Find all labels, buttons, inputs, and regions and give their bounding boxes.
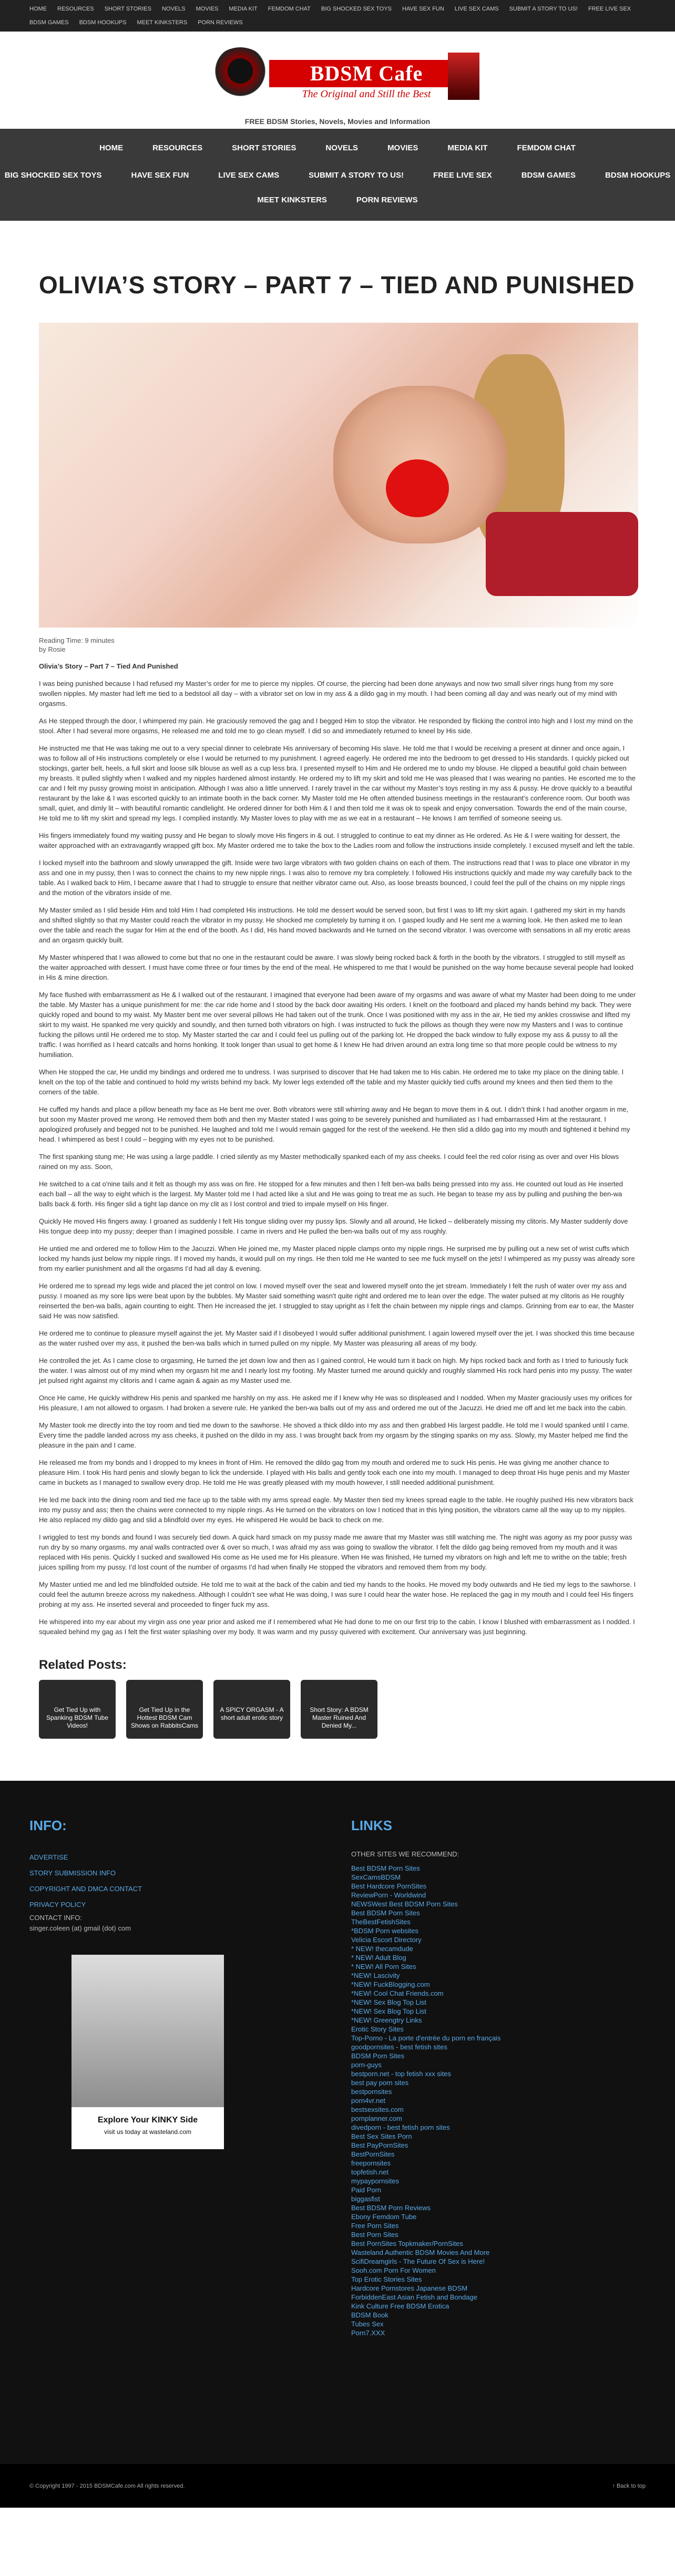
related-post-card[interactable]: A SPICY ORGASM - A short adult erotic story	[213, 1680, 290, 1739]
nav-item[interactable]: MEET KINKSTERS	[257, 195, 327, 204]
partner-link[interactable]: Erotic Story Sites	[351, 2025, 404, 2033]
nav-item[interactable]: PORN REVIEWS	[356, 195, 418, 204]
nav-item[interactable]: HOME	[99, 143, 124, 152]
partner-link[interactable]: goodpornsites - best fetish sites	[351, 2043, 447, 2051]
partner-link[interactable]: Ebony Femdom Tube	[351, 2213, 417, 2221]
nav-item[interactable]: BIG SHOCKED SEX TOYS	[4, 170, 102, 180]
partner-link[interactable]: BDSM Book	[351, 2311, 388, 2319]
related-post-card[interactable]: Short Story: A BDSM Master Ruined And Denied My...	[301, 1680, 377, 1739]
partner-link[interactable]: *NEW! Lascivity	[351, 1972, 400, 1979]
partner-link[interactable]: best pay porn sites	[351, 2079, 409, 2087]
partner-link[interactable]: mypaypornsites	[351, 2177, 400, 2185]
partner-link[interactable]: SexCamsBDSM	[351, 1873, 401, 1881]
ad-banner[interactable]	[71, 1955, 224, 2149]
site-header	[0, 32, 675, 129]
hero-image	[39, 323, 638, 628]
back-to-top-link[interactable]: ↑ Back to top	[612, 2482, 646, 2489]
partner-link[interactable]: Kink Culture Free BDSM Erotica	[351, 2302, 449, 2310]
partner-link[interactable]: Top Erotic Stories Sites	[351, 2275, 422, 2283]
main-nav	[0, 129, 675, 221]
info-link[interactable]: ADVERTISE	[29, 1853, 68, 1861]
topbar-link[interactable]: FREE LIVE SEX	[588, 6, 631, 12]
partner-link[interactable]: Best PornSites Topkmaker/PornSites	[351, 2240, 463, 2247]
nav-item[interactable]: MOVIES	[387, 143, 418, 152]
topbar-link[interactable]: MOVIES	[196, 6, 219, 12]
paragraph: I wriggled to test my bonds and found I was securely tied down. A quick hard smack on my pussy made me aware that my Master was still watching me. The night was agony as my poor pussy was run dry by so many orgasms. my anal walls contracted over & over so much, I was afraid my ass was going to swallow the vibrator. I felt the dildo gag being removed from my mouth and it was replaced with His penis. Quickly I sucked and swallowed His come as He used me for His pleasure. When He was finished, He turned my vibrators on high and left me to writhe on the table; fresh juices spilling from my pussy. I’d lost count of the number of orgasms I’d had when finally He stopped the vibrators and removed them from my body.	[39, 1533, 632, 1571]
paragraph: He ordered me to spread my legs wide and placed the jet control on low. I moved myself over the seat and lowered myself onto the jet stream. Immediately I felt the rush of water over my ass and pussy. I moaned as my sore lips were beat upon by the bubbles. My Master said something wasn't quite right and ordered me to lean over the edge. The water pulsed at my clitoris as He roughly reinserted the ben-wa balls, again counting to eight. Then He increased the jet. I struggled to stay upright as I felt the chain between my nipple rings and clamps. Grinning from ear to ear, the Master said He was now satisfied.	[39, 1282, 635, 1320]
links-intro: OTHER SITES WE RECOMMEND:	[351, 1850, 459, 1858]
topbar-link[interactable]: NOVELS	[161, 6, 186, 12]
paragraph: He released me from my bonds and I dropped to my knees in front of Him. He removed the dildo gag from my mouth and ordered me to suck His penis. He was giving me another chance to pleasure Him. I took His hard penis and slowly began to lick the underside. I played with His balls and gently took each one into my mouth. I managed to deep throat His huge penis and my Master came in buckets as I managed to swallow every drop. He told me He was greatly pleased with my mouth however, I still needed additional punishment.	[39, 1459, 630, 1486]
partner-link[interactable]: ReviewPorn - Worldwind	[351, 1891, 426, 1899]
partner-link[interactable]: bestsexsites.com	[351, 2106, 404, 2113]
paragraph: My face flushed with embarrassment as He & I walked out of the restaurant. I imagined that everyone had been aware of my orgasms and was aware of what my Master had been doing to me under the table. My Master has a unique punishment for me: the car ride home and I stood by the back door awaiting His orders. I knelt on the footboard and placed my hands behind my back. They were quickly roped and bound to my waist. My Master bent me over several pillows He had taken out of the trunk. Once I was positioned with my ass in the air, He tied my ankles crosswise and lifted my skirt to my waist. He spanked me very quickly and soundly, and then turned both vibrators on high. I was instructed to fuck the pillows as though they were now my Masters and I was to continue fucking the pillows until He ordered me to stop. My Master started the car and I could feel us pulling out of the parking lot. He dropped the back window to fully expose my ass & pussy to all the traffic. I was horrified as I heard catcalls and horns honking. It took longer than usual to get home & I knew He had driven around an extra long time so that more people could be witness to my humiliation.	[39, 991, 636, 1059]
hero-pillow	[486, 512, 638, 596]
partner-link[interactable]: Best BDSM Porn Sites	[351, 1909, 420, 1917]
topbar-link[interactable]: BDSM HOOKUPS	[79, 19, 127, 26]
partner-link[interactable]: Hardcore Pornstores Japanese BDSM	[351, 2284, 468, 2292]
paragraph: He ordered me to continue to pleasure myself against the jet. My Master said if I disobeyed I would suffer additional punishment. I again lowered myself over the jet. I was shocked this time because as the water rushed over my ass, it pushed the ben-wa balls which in turned pulled on my nipple. My Master was pleasuring all areas of my body.	[39, 1329, 635, 1347]
paragraph: He cuffed my hands and place a pillow beneath my face as He bent me over. Both vibrators were still whirring away and He began to move them in & out. I didn’t think I had another orgasm in me, but soon my Master proved me wrong. He removed them both and then my Master stated I was going to be severely punished and humiliated as I had embarrassed Him at the restaurant. I apologized profusely and begged not to be punished. He laughed and told me I would remain gagged for the rest of the weekend. He then slid a dildo gag into my mouth and tightened it behind my head. I whimpered as best I could – begging with my eyes not to be punished.	[39, 1105, 630, 1143]
topbar-link[interactable]: MEDIA KIT	[229, 6, 258, 12]
nav-item[interactable]: FREE LIVE SEX	[433, 170, 492, 180]
hero-gag	[386, 459, 449, 517]
logo-image	[211, 47, 269, 100]
partner-link[interactable]: *NEW! Sex Blog Top List	[351, 1998, 426, 2006]
paragraph: He led me back into the dining room and tied me face up to the table with my arms spread eagle. My Master then tied my knees spread eagle to the table. He roughly pushed His new vibrators back into my pussy and ass; then the chains were connected to my nipple rings. As He turned on the vibrators on low I noticed that in this lying position, the vibrators came all the way up to my nipples. He also replaced my dildo gag and slid a blindfold over my eyes. He whispered He would be back to check on me.	[39, 1496, 633, 1524]
partner-link[interactable]: freepornsites	[351, 2159, 391, 2167]
footer	[0, 1781, 675, 2464]
partner-link[interactable]: pornplanner.com	[351, 2115, 402, 2122]
partner-link[interactable]: Best BDSM Porn Sites	[351, 1864, 420, 1872]
paragraph: He untied me and ordered me to follow Him to the Jacuzzi. When He joined me, my Master placed nipple clamps onto my nipple rings. He surprised me by pulling out a new set of wrist cuffs which locked my hands just below my nipple rings. If I moved my hands, it would pull on my rings. He then told me He wanted to see me fuck myself on the jets! I whimpered as my pussy was already sore from my earlier punishment and all the orgasms I’d had all day & evening.	[39, 1245, 635, 1272]
paragraph: The first spanking stung me; He was using a large paddle. I cried silently as my Master methodically spanked each of my ass cheeks. I could feel the red color rising as over and over His blows rained on my ass. Soon,	[39, 1153, 619, 1171]
paragraph: As He stepped through the door, I whimpered my pain. He graciously removed the gag and I begged Him to stop the vibrator. He responded by flicking the control into high and I lost my mind on the stool. After I had several more orgasms, He released me and told me to go clean myself. I did so and immediately returned to kneel by His side.	[39, 717, 633, 735]
paragraph: My Master untied me and led me blindfolded outside. He told me to wait at the back of the cabin and tied my hands to the hooks. He moved my body outwards and He tied my legs to the sawhorse. I could feel the autumn breeze across my nakedness. Although I couldn’t see what He was doing, I was sure I could hear the water hose. He replaced the gag in my mouth and I could feel His fingers probing at my ass. He inserted several and proceeded to finger fuck my ass.	[39, 1581, 636, 1608]
topbar-link[interactable]: BIG SHOCKED SEX TOYS	[321, 6, 392, 12]
brand-name: BDSM Cafe	[269, 60, 464, 87]
copyright: © Copyright 1997 - 2015 BDSMCafe.com All rights reserved.	[29, 2482, 185, 2489]
topbar-link[interactable]: HOME	[29, 6, 47, 12]
paragraph: Quickly He moved His fingers away. I groaned as suddenly I felt His tongue sliding over my pussy lips. Slowly and all around, He licked – deliberately missing my clitoris. My Master suddenly dove His tongue deep into my pussy; deeper than I imagined possible. I came in rivers and He pulled the ben-wa balls out of my ass roughly.	[39, 1217, 628, 1235]
ad-url: visit us today at wasteland.com	[104, 2128, 192, 2136]
topbar-link[interactable]: RESOURCES	[57, 6, 94, 12]
brand-tagline: The Original and Still the Best	[302, 88, 431, 100]
nav-item[interactable]: SUBMIT A STORY TO US!	[309, 170, 404, 180]
partner-link[interactable]: Top-Porno - La porte d'entrée du porn en français	[351, 2034, 501, 2042]
partner-link[interactable]: *NEW! Greengtry Links	[351, 2016, 422, 2024]
nav-item[interactable]: RESOURCES	[152, 143, 203, 152]
topbar-link[interactable]: SHORT STORIES	[104, 6, 151, 12]
paragraph: My Master whispered that I was allowed to come but that no one in the restaurant could be aware. I was slowly being rocked back & forth in the booth by the vibrators. I struggled to still myself as the waiter approached with dessert. I must have come three or four times by the end of the meal. He whispered to me that I would be punished on the way home because several people had looked in His & mine direction.	[39, 953, 633, 981]
topbar-link[interactable]: HAVE SEX FUN	[402, 6, 444, 12]
site-logo[interactable]	[190, 47, 485, 110]
related-post-card[interactable]: Get Tied Up in the Hottest BDSM Cam Shows on RabbitsCams	[126, 1680, 203, 1739]
partner-link[interactable]: topfetish.net	[351, 2168, 388, 2176]
partner-link[interactable]: * NEW! Adult Blog	[351, 1954, 406, 1962]
topbar-link[interactable]: FEMDOM CHAT	[268, 6, 311, 12]
nav-item[interactable]: NOVELS	[325, 143, 359, 152]
partner-link[interactable]: ScifiDreamgirls - The Future Of Sex is Here!	[351, 2257, 485, 2265]
paragraph: My Master took me directly into the toy room and tied me down to the sawhorse. He shoved a thick dildo into my ass and then grabbed His largest paddle. He told me I would spanked until I came. Every time the paddle landed across my ass cheeks, it pushed on the dildo in my ass. I was brought back from my orgasm by the stinging spanks on my ass. Slowly, my Master helped me find the pleasure in the pain and I came.	[39, 1421, 629, 1449]
paragraph: I locked myself into the bathroom and slowly unwrapped the gift. Inside were two large vibrators with two golden chains on each of them. The instructions read that I was to place one vibrator in my ass and one in my pussy, then I was to connect the chains to my new nipple rings. I was also to remove my bra completely. I followed His instructions quickly and made my way carefully back to the table. As I walked back to Him, I became aware that I had to struggle to ensure that neither vibrator came out. Also, as loose breasts bounced, I could feel the pull of the chains on my nipple rings and the motion of the vibrators inside of me.	[39, 859, 632, 897]
copyright-bar	[0, 2464, 675, 2508]
topbar-link[interactable]: PORN REVIEWS	[198, 19, 243, 26]
partner-link[interactable]: * NEW! All Porn Sites	[351, 1963, 416, 1971]
partner-link[interactable]: NEWSWest Best BDSM Porn Sites	[351, 1900, 458, 1908]
partner-link[interactable]: Free Porn Sites	[351, 2222, 399, 2230]
nav-item[interactable]: BDSM HOOKUPS	[605, 170, 671, 180]
partner-link[interactable]: Best BDSM Porn Reviews	[351, 2204, 431, 2212]
partner-link[interactable]: Tubes Sex	[351, 2320, 384, 2328]
nav-item[interactable]: BDSM GAMES	[521, 170, 576, 180]
partner-link[interactable]: Wasteland Authentic BDSM Movies And More	[351, 2249, 490, 2256]
post-subtitle: Olivia’s Story – Part 7 – Tied And Punished	[39, 662, 178, 670]
partner-link[interactable]: divedporn - best fetish porn sites	[351, 2123, 450, 2131]
info-link[interactable]: COPYRIGHT AND DMCA CONTACT	[29, 1885, 142, 1893]
topbar-link[interactable]: BDSM GAMES	[29, 19, 69, 26]
partner-link[interactable]: ForbiddenEast Asian Fetish and Bondage	[351, 2293, 477, 2301]
related-post-card[interactable]: Get Tied Up with Spanking BDSM Tube Videos!	[39, 1680, 116, 1739]
author: by Rosie	[39, 645, 66, 653]
partner-link[interactable]: *NEW! Cool Chat Friends.com	[351, 1989, 444, 1997]
paragraph: He controlled the jet. As I came close to orgasming, He turned the jet down low and then as I gained control, He would turn it back on high. My hips rocked back and forth as I tried to furiously fuck the water. I was almost out of my mind when my orgasm hit me and I nearly lost my footing. My Master turned me around quickly and roughly slammed His rock hard penis into my pussy. The water jet pulsed right against my clitoris and I came again & again as my Master used me.	[39, 1357, 632, 1384]
partner-link[interactable]: Paid Porn	[351, 2186, 382, 2194]
nav-item[interactable]: MEDIA KIT	[447, 143, 488, 152]
nav-item[interactable]: FEMDOM CHAT	[517, 143, 576, 152]
related-heading: Related Posts:	[39, 1658, 127, 1672]
paragraph: His fingers immediately found my waiting pussy and He began to slowly move His fingers in & out. I struggled to continue to eat my dinner as He ordered. As He & I were waiting for dessert, the waiter approached with an extravagantly wrapped gift box. My Master ordered me to take the box to the Ladies room and follow the instructions inside completely. I excused myself and left the table.	[39, 832, 635, 849]
nav-item[interactable]: LIVE SEX CAMS	[218, 170, 280, 180]
paragraph: I was being punished because I had refused my Master’s order for me to pierce my nipples. Of course, the piercing had been done anyways and now two small silver rings hung from my sore swollen nipples. My master had left me tied to a bedstool all day – with a vibrator set on low in my ass & a dildo gag in my mouth. I had been coming all day and was nearly out of my mind with orgasms.	[39, 680, 617, 707]
partner-link[interactable]: * NEW! thecamdude	[351, 1945, 413, 1953]
partner-link[interactable]: BDSM Porn Sites	[351, 2052, 405, 2060]
paragraph: When He stopped the car, He undid my bindings and ordered me to undress. I was surprised to discover that He had taken me to His cabin. He ordered me to take my place on the dining table. I knelt on the top of the table and continued to hold my wrists behind my back. My lower legs extended off the table and my Master quickly tied cuffs around my knees and then tied them to the corners of the table.	[39, 1068, 624, 1096]
contact-email: singer.coleen (at) gmail (dot) com	[29, 1924, 131, 1932]
reading-time: Reading Time: 9 minutes	[39, 637, 115, 644]
logo-image-right	[448, 53, 479, 100]
partner-link[interactable]: porn-guys	[351, 2061, 382, 2069]
partner-link[interactable]: Porn7.XXX	[351, 2329, 385, 2337]
paragraph: He instructed me that He was taking me out to a very special dinner to celebrate His anniversary of becoming His slave. He told me that I would be receiving a present at dinner and once again, I was to follow all of His instructions completely or else I would be returned to my punishment. I agreed eagerly. He ordered me into the bedroom to get dressed to His standards. I quickly picked out stockings, garter belt, heels, a full skirt and loose silk blouse as well as a cup less bra. I presented myself to Him and He ordered me to undo my blouse. He clipped a beautiful gold chain between my breasts. It pulled slightly when I walked and my nipples hardened almost instantly. He ordered my to lift my skirt and told me He was pleased that I was wearing no panties. He escorted me to the car and I felt my pussy growing moist in anticipation. Although I was also a little unnerved. I rarely travel in the car without my Master’s toys resting in my ass & pussy. He drove quickly to a beautiful restaurant by the lake & I was escorted quickly to an intimate booth in the back corner. My Master told me He often attended business meetings in the restaurant’s conference room. Our booth was small, quiet, and dimly lit – with beautiful romantic candlelight. He ordered dinner for both Him & I and then told me it was ok to speak and enjoy conversation. Towards the end of the main course, He told me to lift my skirt and spread my legs. I complied instantly. My Master loves to play with me as we eat in a restaurant – He knows I am terrified of someone seeing us.	[39, 744, 636, 822]
partner-link[interactable]: *NEW! FuckBlogging.com	[351, 1980, 430, 1988]
partner-link[interactable]: Sooh.com Porn For Women	[351, 2266, 436, 2274]
partner-link[interactable]: Best PayPornSites	[351, 2141, 408, 2149]
partner-link[interactable]: Velicia Escort Directory	[351, 1936, 422, 1944]
partner-link[interactable]: bestpornsites	[351, 2088, 392, 2096]
info-link[interactable]: STORY SUBMISSION INFO	[29, 1869, 116, 1877]
paragraph: He switched to a cat o'nine tails and it felt as though my ass was on fire. He stopped for a few minutes and then I felt ben-wa balls being pressed into my ass. He counted out loud as He inserted each ball – all the way to eight which is the largest. My Master told me I had acted like a slut and He was going to treat me as such. He began to tease my ass by pulling and pushing the ben-wa balls back & forth. His finger slid a tight lap dance on my clit as I lost control and tried to impale myself on His finger.	[39, 1180, 623, 1208]
nav-item[interactable]: HAVE SEX FUN	[131, 170, 189, 180]
partner-link[interactable]: *BDSM Porn websites	[351, 1927, 418, 1935]
ad-caption: Explore Your KINKY Side	[97, 2116, 198, 2125]
topbar-link[interactable]: MEET KINKSTERS	[137, 19, 188, 26]
post-body	[39, 679, 636, 1637]
top-bar	[0, 0, 675, 32]
related-posts	[39, 1658, 636, 1739]
partner-link[interactable]: porn4vr.net	[351, 2097, 386, 2105]
topbar-link[interactable]: SUBMIT A STORY TO US!	[509, 6, 578, 12]
paragraph: He whispered into my ear about my virgin ass one year prior and asked me if I remembered what He had done to me on our first trip to the cabin. I know I blushed with embarrassment as I nodded. I squealed behind my gag as I felt the first water splashing over my body. It was warm and my pussy quivered with excitement. Our anniversary was just beginning.	[39, 1618, 635, 1636]
article	[0, 271, 675, 1739]
post-title: OLIVIA’S STORY – PART 7 – TIED AND PUNISHED	[39, 271, 635, 299]
partner-link[interactable]: Best Porn Sites	[351, 2231, 398, 2239]
partner-link[interactable]: Best Hardcore PornSites	[351, 1882, 427, 1890]
partner-link[interactable]: BestPornSites	[351, 2150, 395, 2158]
paragraph: My Master smiled as I slid beside Him and told Him I had completed His instructions. He told me dessert would be served soon, but first I was to lift my skirt again. I gathered my skirt in my hands and shifted slightly so that my Master could reach the vibrator in my pussy. He shocked me completely by turning it on. I gasped loudly and He sent me a warning look. He then asked me to lean over the table and reach the sugar for Him at the end of the booth. As I did, His hand moved backwards and He turned on the second vibrator. I was overcome with sensations in all my erotic areas and an orgasm quickly built.	[39, 906, 631, 944]
paragraph: Once He came, He quickly withdrew His penis and spanked me harshly on my ass. He asked me if I knew why He was so displeased and I nodded. When my Master graciously uses my orifices for His pleasure, I am not allowed to orgasm. I had broken a severe rule. He yanked the ben-wa balls out of my ass and ordered me out of the Jacuzzi. He dried me off and let me back into the cabin.	[39, 1394, 632, 1412]
partner-link[interactable]: biggasfist	[351, 2195, 380, 2203]
links-heading: LINKS	[351, 1818, 392, 1833]
partner-link[interactable]: TheBestFetishSites	[351, 1918, 411, 1926]
info-link[interactable]: PRIVACY POLICY	[29, 1901, 86, 1908]
contact-label: CONTACT INFO:	[29, 1914, 82, 1922]
nav-item[interactable]: SHORT STORIES	[232, 143, 296, 152]
partner-link[interactable]: *NEW! Sex Blog Top List	[351, 2007, 426, 2015]
info-heading: INFO:	[29, 1818, 67, 1833]
partner-link[interactable]: Best Sex Sites Porn	[351, 2132, 412, 2140]
brand-subtitle: FREE BDSM Stories, Novels, Movies and Information	[244, 117, 431, 126]
topbar-link[interactable]: LIVE SEX CAMS	[454, 6, 499, 12]
partner-link[interactable]: bestporn.net - top fetish xxx sites	[351, 2070, 452, 2078]
